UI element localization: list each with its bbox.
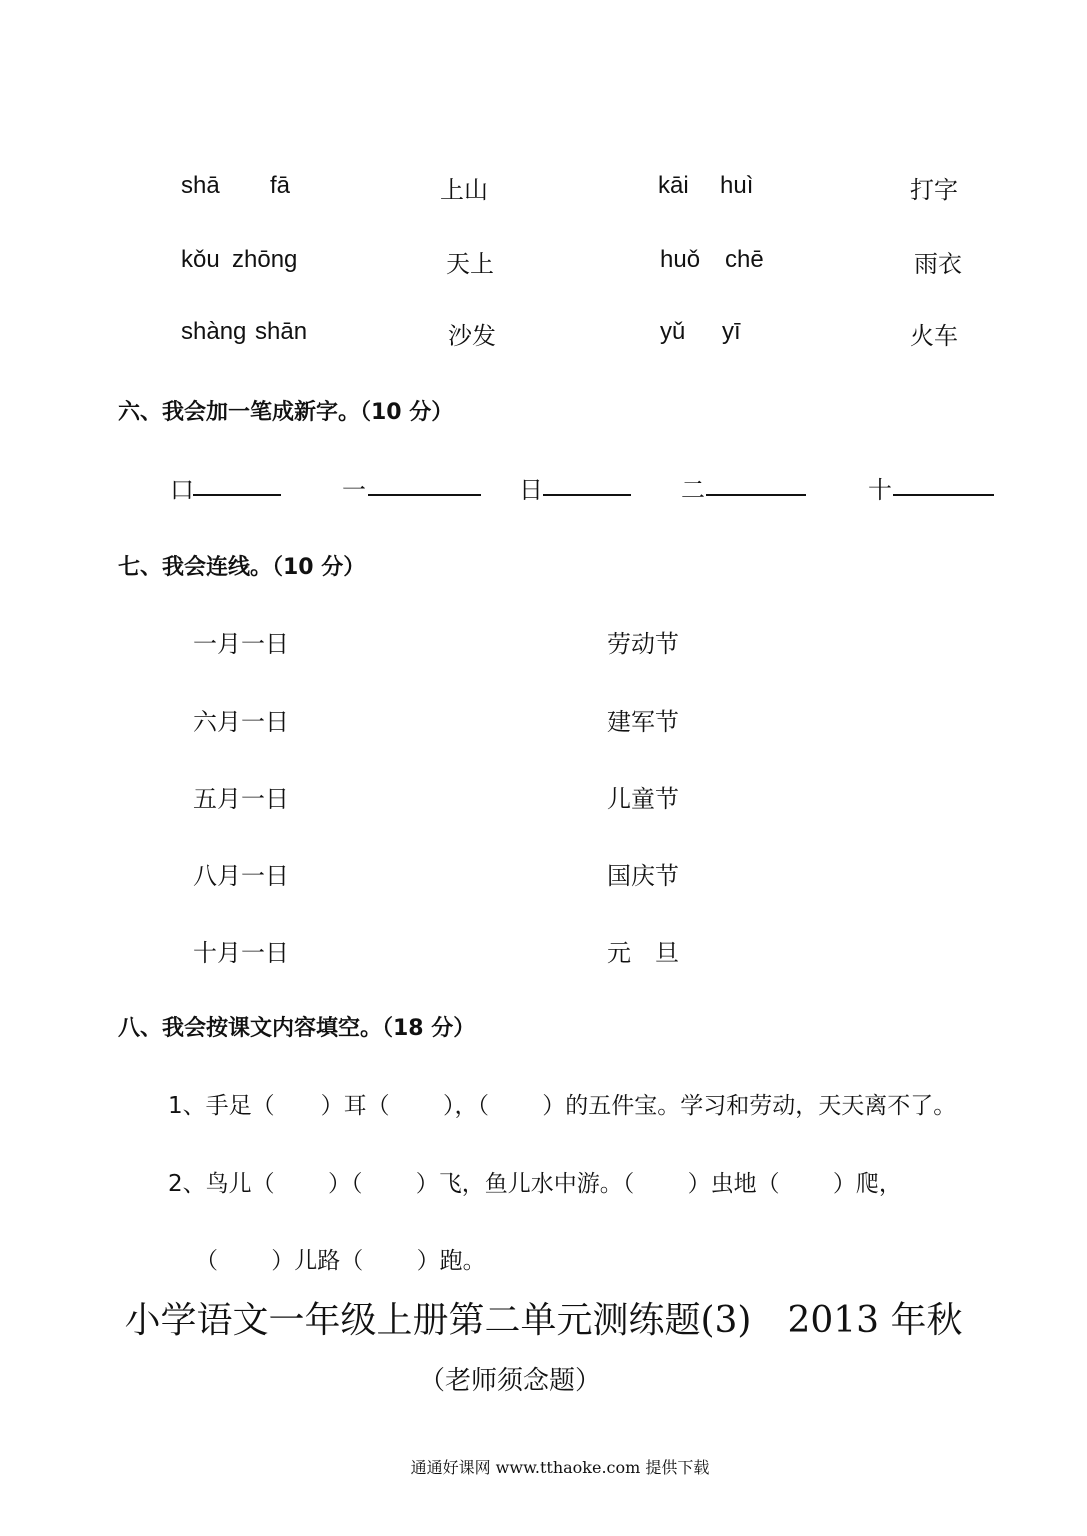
date-item[interactable]: 一月一日 [193, 630, 289, 658]
fill-blank-line-2: 2、鸟儿（ ）（ ）飞，鱼儿水中游。（ ）虫地（ ）爬， [168, 1171, 902, 1197]
base-char: 日 [519, 476, 543, 504]
answer-line[interactable] [193, 494, 281, 496]
pinyin: kāi [658, 172, 689, 199]
festival-item[interactable]: 国庆节 [607, 862, 679, 890]
section-8-heading: 八、我会按课文内容填空。（18 分） [118, 1016, 476, 1041]
pinyin: yī [722, 318, 741, 345]
festival-item[interactable]: 劳动节 [607, 630, 679, 658]
festival-item[interactable]: 建军节 [607, 708, 679, 736]
base-char: 十 [868, 476, 892, 504]
fill-blank-line-1: 1、手足（ ）耳（ ），（ ）的五件宝。学习和劳动，天天离不了。 [168, 1093, 957, 1119]
fill-blank-line-3: （ ）儿路（ ）跑。 [195, 1248, 486, 1274]
pinyin: zhōng [232, 246, 298, 273]
word: 上山 [440, 176, 488, 204]
pinyin: yǔ [660, 318, 686, 345]
pinyin: huì [720, 172, 754, 199]
page-subtitle: （老师须念题） [418, 1366, 601, 1396]
base-char: 一 [342, 476, 366, 504]
word: 火车 [910, 322, 958, 350]
date-item[interactable]: 八月一日 [193, 862, 289, 890]
section-6-heading: 六、我会加一笔成新字。（10 分） [118, 400, 454, 425]
festival-item[interactable]: 元 旦 [607, 939, 679, 967]
answer-line[interactable] [893, 494, 994, 496]
word: 沙发 [448, 322, 496, 350]
base-char: 二 [681, 476, 705, 504]
pinyin: fā [270, 172, 291, 199]
word: 雨衣 [914, 250, 962, 278]
pinyin: shā [181, 172, 220, 199]
page-title: 小学语文一年级上册第二单元测练题(3) 2013 年秋 [124, 1300, 963, 1341]
section-7-heading: 七、我会连线。（10 分） [118, 555, 366, 580]
date-item[interactable]: 十月一日 [193, 939, 289, 967]
pinyin: shān [255, 318, 308, 345]
date-item[interactable]: 五月一日 [193, 785, 289, 813]
answer-line[interactable] [368, 494, 481, 496]
pinyin: chē [725, 246, 764, 273]
word: 打字 [910, 176, 958, 204]
footer-credit: 通通好课网 www.tthaoke.com 提供下载 [410, 1458, 710, 1477]
base-char: 口 [170, 476, 194, 504]
word: 天上 [446, 250, 494, 278]
answer-line[interactable] [706, 494, 806, 496]
festival-item[interactable]: 儿童节 [607, 785, 679, 813]
date-item[interactable]: 六月一日 [193, 708, 289, 736]
pinyin: huǒ [660, 246, 701, 273]
pinyin: shàng [181, 318, 247, 345]
answer-line[interactable] [543, 494, 631, 496]
pinyin: kǒu [181, 246, 220, 273]
